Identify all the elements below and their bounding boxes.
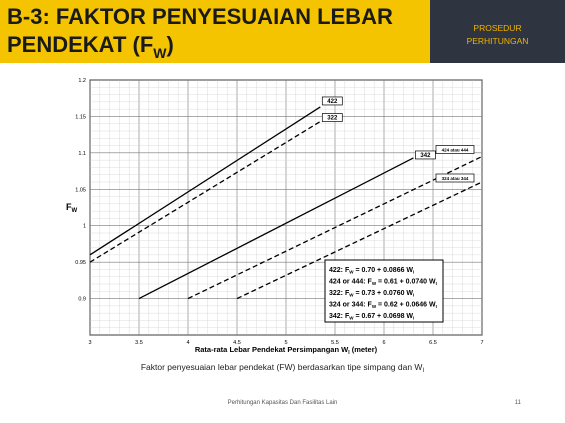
x-tick-label: 4.5 <box>233 340 241 346</box>
series-label: 422 <box>327 99 338 106</box>
figure-caption-text: Faktor penyesuaian lebar pendekat (FW) berdasarkan tipe simpang dan W <box>140 362 423 372</box>
legend-box <box>325 260 443 322</box>
y-axis-label: $F_W$ <box>66 202 78 214</box>
legend-row: 422: $F_W = 0.70 + 0.0866$ $W_I$ <box>329 267 415 275</box>
x-tick-label: 5.5 <box>331 340 339 346</box>
series-label: 424 atau 444 <box>441 147 469 153</box>
y-tick-label: 1.1 <box>78 150 86 157</box>
x-tick-label: 5 <box>284 340 288 346</box>
legend-row: 342: $F_W = 0.67 + 0.0698$ $W_I$ <box>329 313 415 321</box>
series-label: 324 atau 344 <box>441 176 469 182</box>
section-header-label: PROSEDUR PERHITUNGAN <box>466 23 529 46</box>
legend-row: 322: $F_W = 0.73 + 0.0760$ $W_I$ <box>329 290 415 298</box>
y-tick-label: 0.95 <box>75 260 86 267</box>
x-axis-label: Rata-rata Lebar Pendekat Persimpangan $W_I$ (meter) <box>194 345 378 356</box>
y-tick-label: 0.9 <box>78 296 86 303</box>
y-tick-label: 1.15 <box>75 114 86 121</box>
slide-title-main: B-3: FAKTOR PENYESUAIAN LEBAR PENDEKAT (F <box>7 4 393 57</box>
x-tick-label: 3.5 <box>135 340 143 346</box>
y-tick-label: 1 <box>82 223 86 230</box>
x-tick-label: 3 <box>88 340 92 346</box>
figure-caption-sub: I <box>422 368 425 374</box>
x-tick-label: 6 <box>382 340 386 346</box>
page-number: 11 <box>514 400 521 406</box>
slide-title-close: ) <box>166 32 174 57</box>
series-label: 342 <box>420 153 431 160</box>
y-tick-label: 1.05 <box>75 187 86 194</box>
x-tick-label: 7 <box>480 340 484 346</box>
slide-title-sub: W <box>153 45 167 61</box>
y-tick-label: 1.2 <box>78 78 86 84</box>
x-tick-label: 6.5 <box>429 340 437 346</box>
figure-caption <box>0 362 565 374</box>
series-label: 322 <box>327 115 338 122</box>
footer-text: Perhitungan Kapasitas Dan Fasilitas Lain <box>227 400 338 406</box>
legend-row: 424 or 444: $F_W = 0.61 + 0.0740$ $W_I$ <box>329 278 437 286</box>
x-tick-label: 4 <box>186 340 190 346</box>
legend-row: 324 or 344: $F_W = 0.62 + 0.0646$ $W_I$ <box>329 301 437 309</box>
